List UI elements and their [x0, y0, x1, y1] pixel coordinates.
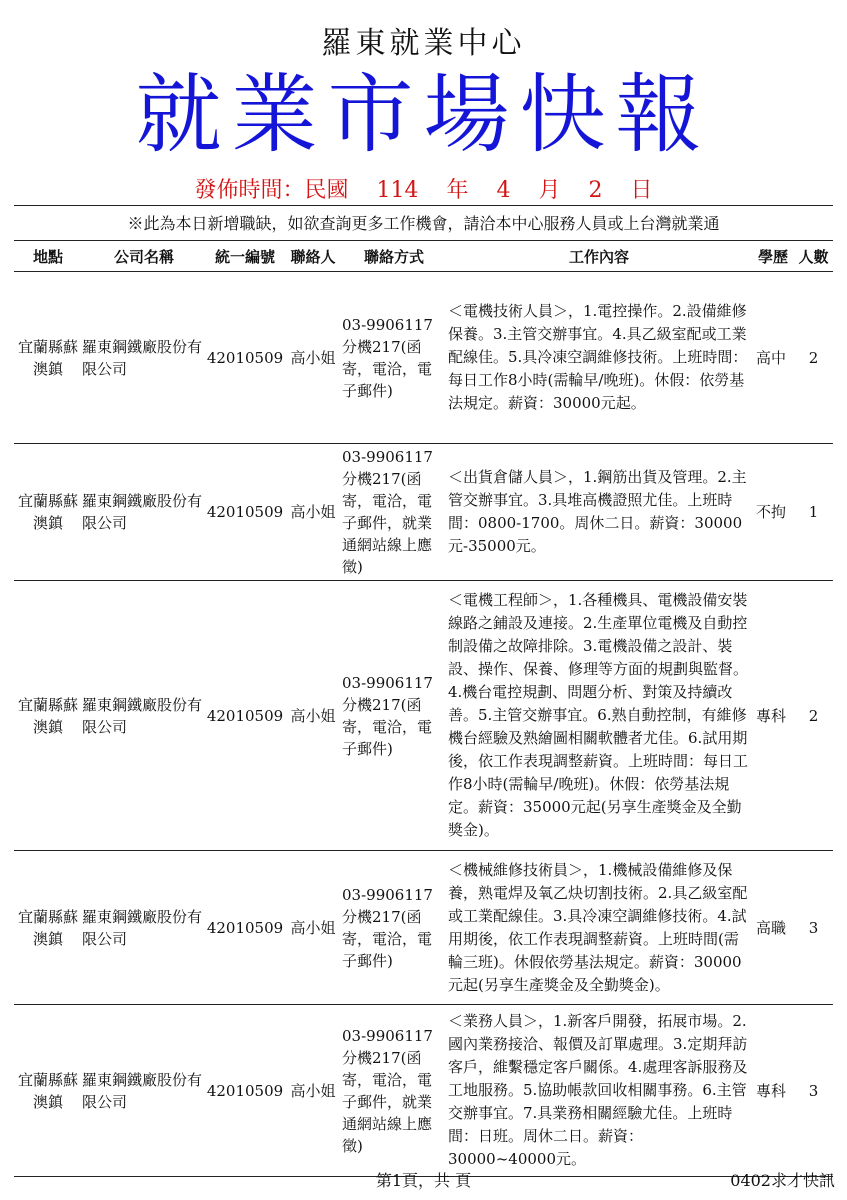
page-number: 第1頁，共 頁: [375, 1171, 472, 1190]
date-label: 發佈時間：民國: [194, 178, 349, 203]
col-count: 人數: [794, 241, 833, 272]
col-company: 公司名稱: [82, 241, 206, 272]
cell-contact: 高小姐: [284, 581, 342, 851]
col-location: 地點: [14, 241, 82, 272]
cell-tax-id: 42010509: [206, 581, 284, 851]
header-divider: [14, 205, 833, 206]
job-table: [14, 240, 833, 1177]
table-header-row: [14, 241, 833, 272]
date-year-unit: 年: [446, 178, 469, 203]
cell-tax-id: 42010509: [206, 444, 284, 581]
cell-company: 羅東鋼鐵廠股份有限公司: [82, 1005, 206, 1177]
cell-education: 高中: [752, 272, 794, 444]
cell-method: 03-9906117分機217(函寄，電洽，電子郵件): [342, 581, 446, 851]
cell-education: 高職: [752, 851, 794, 1005]
table-row: [14, 272, 833, 444]
col-method: 聯絡方式: [342, 241, 446, 272]
cell-count: 1: [794, 444, 833, 581]
date-month-unit: 月: [538, 178, 561, 203]
publish-date: [0, 173, 847, 204]
cell-company: 羅東鋼鐵廠股份有限公司: [82, 851, 206, 1005]
cell-location: 宜蘭縣蘇澳鎮: [14, 851, 82, 1005]
cell-education: 不拘: [752, 444, 794, 581]
cell-method: 03-9906117分機217(函寄，電洽，電子郵件，就業通網站線上應徵): [342, 1005, 446, 1177]
col-tax-id: 統一編號: [206, 241, 284, 272]
cell-contact: 高小姐: [284, 272, 342, 444]
cell-location: 宜蘭縣蘇澳鎮: [14, 581, 82, 851]
cell-count: 3: [794, 1005, 833, 1177]
cell-tax-id: 42010509: [206, 1005, 284, 1177]
col-contact: 聯絡人: [284, 241, 342, 272]
cell-content: ＜電機技術人員＞，1.電控操作。2.設備維修保養。3.主管交辦事宜。4.具乙級室配或工業配線佳。5.具冷凍空調維修技術。上班時間：每日工作8小時(需輪早/晚班)。休假：依勞基法規定。薪資：30000元起。: [446, 272, 752, 444]
cell-location: 宜蘭縣蘇澳鎮: [14, 444, 82, 581]
col-education: 學歷: [752, 241, 794, 272]
cell-education: 專科: [752, 581, 794, 851]
page-title: 就業市場快報: [135, 65, 712, 165]
cell-company: 羅東鋼鐵廠股份有限公司: [82, 444, 206, 581]
cell-method: 03-9906117分機217(函寄，電洽，電子郵件): [342, 851, 446, 1005]
cell-contact: 高小姐: [284, 444, 342, 581]
org-name: 羅東就業中心: [321, 26, 526, 61]
cell-content: ＜出貨倉儲人員＞，1.鋼筋出貨及管理。2.主管交辦事宜。3.具堆高機證照尤佳。上班時間：0800-1700。周休二日。薪資：30000元-35000元。: [446, 444, 752, 581]
cell-method: 03-9906117分機217(函寄，電洽，電子郵件): [342, 272, 446, 444]
table-row: [14, 581, 833, 851]
date-year: 114: [376, 178, 419, 203]
col-content: 工作內容: [446, 241, 752, 272]
cell-contact: 高小姐: [284, 851, 342, 1005]
cell-tax-id: 42010509: [206, 272, 284, 444]
cell-contact: 高小姐: [284, 1005, 342, 1177]
cell-company: 羅東鋼鐵廠股份有限公司: [82, 581, 206, 851]
cell-method: 03-9906117分機217(函寄，電洽，電子郵件，就業通網站線上應徵): [342, 444, 446, 581]
cell-count: 3: [794, 851, 833, 1005]
table-row: [14, 1005, 833, 1177]
table-row: [14, 851, 833, 1005]
cell-education: 專科: [752, 1005, 794, 1177]
date-month: 4: [496, 178, 511, 203]
cell-content: ＜業務人員＞，1.新客戶開發，拓展市場。2.國內業務接洽、報價及訂單處理。3.定期拜訪客戶，維繫穩定客戶關係。4.處理客訴服務及工地服務。5.協助帳款回收相關事務。6.主管交辦事宜。7.具業務相關經驗尤佳。上班時間：日班。周休二日。薪資：30000~40000元。: [446, 1005, 752, 1177]
cell-company: 羅東鋼鐵廠股份有限公司: [82, 272, 206, 444]
cell-content: ＜機械維修技術員＞，1.機械設備維修及保養，熟電焊及氧乙炔切割技術。2.具乙級室配或工業配線佳。3.具冷凍空調維修技術。4.試用期後，依工作表現調整薪資。上班時間(需輪三班)。休假依勞基法規定。薪資：30000元起(另享生產獎金及全勤獎金)。: [446, 851, 752, 1005]
date-day: 2: [588, 178, 603, 203]
date-day-unit: 日: [630, 178, 653, 203]
cell-location: 宜蘭縣蘇澳鎮: [14, 1005, 82, 1177]
cell-tax-id: 42010509: [206, 851, 284, 1005]
notice-text: ※此為本日新增職缺，如欲查詢更多工作機會，請洽本中心服務人員或上台灣就業通: [127, 214, 720, 233]
table-row: [14, 444, 833, 581]
cell-content: ＜電機工程師＞，1.各種機具、電機設備安裝線路之鋪設及連接。2.生產單位電機及自動控制設備之故障排除。3.電機設備之設計、裝設、操作、保養、修理等方面的規劃與監督。4.機台電控規劃、問題分析、對策及持續改善。5.主管交辦事宜。6.熟自動控制，有維修機台經驗及熟繪圖相關軟體者尤佳。6.試用期後，依工作表現調整薪資。上班時間：每日工作8小時(需輪早/晚班)。休假：依勞基法規定。薪資：35000元起(另享生產獎金及全勤獎金)。: [446, 581, 752, 851]
document-code: 0402求才快訊: [730, 1171, 835, 1190]
cell-count: 2: [794, 581, 833, 851]
cell-location: 宜蘭縣蘇澳鎮: [14, 272, 82, 444]
cell-count: 2: [794, 272, 833, 444]
